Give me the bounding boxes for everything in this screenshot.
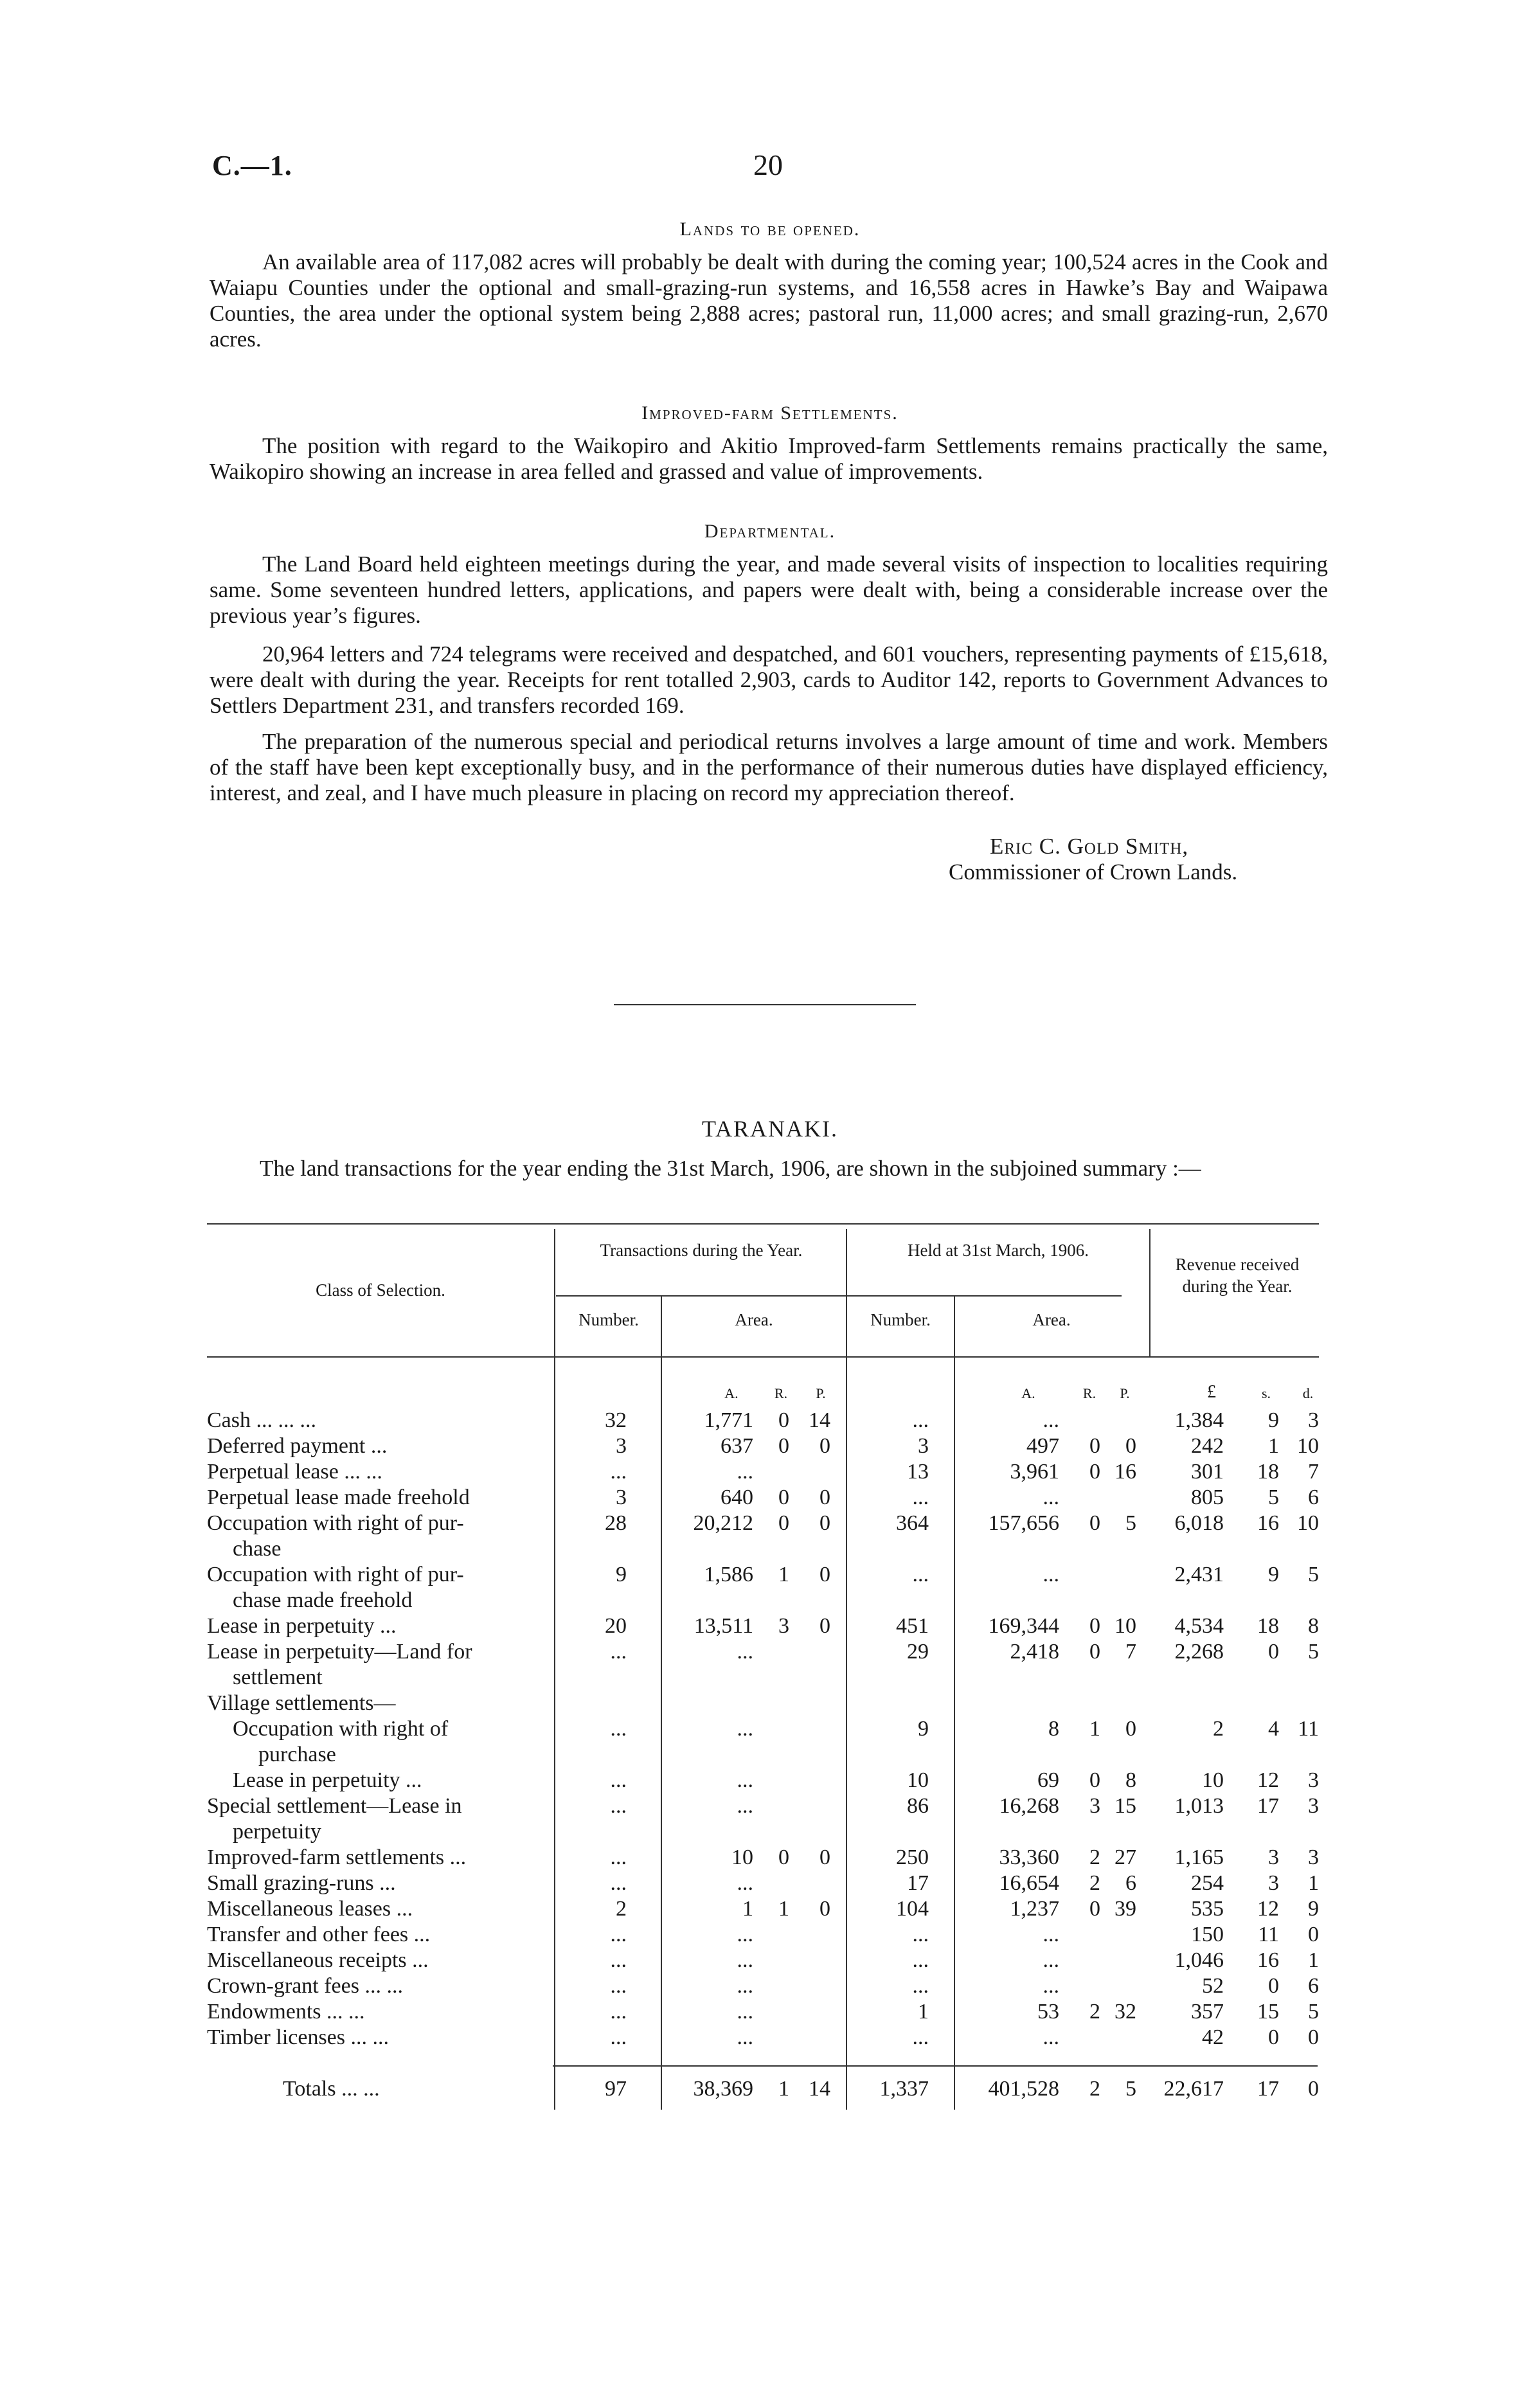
cell-rl: 301 [1191,1460,1224,1484]
cell-rs: 11 [1258,1923,1279,1946]
unit-held-acres: A. [1021,1385,1035,1401]
cell-hr: 0 [1089,1768,1100,1792]
cell-ta: ... [737,1768,753,1792]
header-trans-number: Number. [578,1310,639,1329]
row-label: Small grazing-runs ... [207,1871,396,1895]
cell-rd: 5 [1308,1563,1319,1586]
cell-ta: 1,586 [704,1563,753,1586]
cell-tn: ... [610,1640,627,1664]
cell-rs: 0 [1268,1640,1279,1664]
cell-tp: 0 [819,1845,830,1869]
cell-tp: 14 [809,1408,830,1432]
taranaki-title: TARANAKI. [701,1116,839,1142]
unit-pounds: £ [1207,1382,1216,1402]
cell-ta: ... [737,1794,753,1818]
row-label: Lease in perpetuity—Land for [207,1640,472,1664]
cell-tn: 3 [616,1434,627,1458]
cell-rd: 10 [1297,1511,1319,1535]
cell-tp: 0 [819,1563,830,1586]
header-held: Held at 31st March, 1906. [908,1241,1089,1260]
row-label: Miscellaneous leases ... [207,1897,413,1921]
row-label: Miscellaneous receipts ... [207,1948,429,1972]
cell-ta: ... [737,1948,753,1972]
cell-rl: 1,013 [1174,1794,1224,1818]
cell-rl: 1,384 [1174,1408,1224,1432]
unit-pence: d. [1302,1385,1314,1401]
cell-ha: ... [1043,1974,1059,1998]
row-label-continued: chase [233,1537,282,1561]
cell-rd: 5 [1308,1640,1319,1664]
cell-hp: 16 [1115,1460,1136,1484]
total-hp: 5 [1125,2077,1136,2101]
cell-tn: 3 [616,1486,627,1509]
cell-rs: 16 [1257,1948,1279,1972]
unit-trans-acres: A. [724,1385,739,1401]
cell-ha: 53 [1037,2000,1059,2024]
cell-hn: 1 [918,2000,929,2024]
cell-rl: 6,018 [1174,1511,1224,1535]
row-label: Occupation with right of pur- [207,1511,464,1535]
cell-rl: 357 [1191,2000,1224,2024]
cell-hn: ... [912,1923,929,1946]
cell-ta: 1,771 [704,1408,753,1432]
cell-tp: 0 [819,1486,830,1509]
cell-hn: 17 [907,1871,929,1895]
cell-hn: 86 [907,1794,929,1818]
cell-hr: 0 [1089,1614,1100,1638]
cell-rd: 3 [1308,1768,1319,1792]
cell-hr: 0 [1089,1640,1100,1664]
cell-hp: 6 [1125,1871,1136,1895]
table-vrule-5 [1149,1229,1151,1358]
cell-ta: 20,212 [693,1511,753,1535]
cell-tr: 3 [778,1614,789,1638]
total-tp: 14 [809,2077,830,2101]
cell-hr: 0 [1089,1897,1100,1921]
cell-rd: 6 [1308,1974,1319,1998]
row-label-continued: settlement [233,1665,323,1689]
cell-tr: 0 [778,1486,789,1509]
cell-hr: 2 [1089,1845,1100,1869]
cell-tn: ... [610,1717,627,1741]
cell-hn: ... [912,1486,929,1509]
cell-hr: 0 [1089,1511,1100,1535]
cell-hn: 13 [907,1460,929,1484]
table-subheader-rule [556,1295,1122,1297]
cell-rs: 9 [1268,1408,1279,1432]
cell-rl: 52 [1202,1974,1224,1998]
row-label: Improved-farm settlements ... [207,1845,467,1869]
cell-ta: ... [737,1974,753,1998]
cell-ta: ... [737,2000,753,2024]
cell-hn: 451 [896,1614,929,1638]
cell-ha: 2,418 [1010,1640,1059,1664]
cell-tn: ... [610,1460,627,1484]
total-tn: 97 [605,2077,627,2101]
cell-rd: 0 [1308,2025,1319,2049]
cell-rs: 3 [1268,1845,1279,1869]
cell-hn: ... [912,1563,929,1586]
cell-rd: 9 [1308,1897,1319,1921]
header-class-of-selection: Class of Selection. [316,1280,445,1300]
cell-ta: ... [737,1640,753,1664]
cell-rd: 8 [1308,1614,1319,1638]
unit-held-perches: P. [1120,1385,1130,1401]
cell-hn: 29 [907,1640,929,1664]
header-held-area: Area. [1032,1310,1071,1329]
cell-rl: 254 [1191,1871,1224,1895]
cell-tr: 0 [778,1408,789,1432]
cell-rl: 805 [1191,1486,1224,1509]
cell-rl: 42 [1202,2025,1224,2049]
row-label: Timber licenses ... ... [207,2025,389,2049]
row-label: Deferred payment ... [207,1434,388,1458]
row-label: Perpetual lease made freehold [207,1486,470,1509]
cell-tr: 0 [778,1511,789,1535]
section-divider [614,1004,916,1005]
cell-hp: 5 [1125,1511,1136,1535]
cell-rs: 4 [1268,1717,1279,1741]
cell-rl: 2 [1213,1717,1224,1741]
cell-rd: 3 [1308,1408,1319,1432]
cell-ha: 169,344 [988,1614,1059,1638]
cell-ta: 10 [731,1845,753,1869]
cell-rs: 15 [1257,2000,1279,2024]
cell-tn: ... [610,1794,627,1818]
row-label: Endowments ... ... [207,2000,365,2024]
taranaki-intro: The land transactions for the year ending the 31st March, 1906, are shown in the subjoined summary :— [260,1156,1201,1181]
cell-tr: 0 [778,1845,789,1869]
cell-tr: 0 [778,1434,789,1458]
row-label-continued: perpetuity [233,1820,321,1844]
signatory-name: Eric C. Gold Smith, [990,834,1189,859]
row-label: Crown-grant fees ... ... [207,1974,403,1998]
row-label: Occupation with right of pur- [207,1563,464,1586]
cell-rd: 6 [1308,1486,1319,1509]
cell-tn: ... [610,1768,627,1792]
cell-tn: 32 [605,1408,627,1432]
unit-held-roods: R. [1082,1385,1097,1401]
cell-hp: 15 [1115,1794,1136,1818]
cell-rl: 150 [1191,1923,1224,1946]
cell-rd: 3 [1308,1845,1319,1869]
cell-rs: 9 [1268,1563,1279,1586]
cell-ta: ... [737,1460,753,1484]
cell-rs: 18 [1257,1614,1279,1638]
cell-ha: 3,961 [1010,1460,1059,1484]
document-reference: C.—1. [212,150,292,181]
total-ha: 401,528 [988,2077,1059,2101]
cell-tn: ... [610,1948,627,1972]
cell-rs: 5 [1268,1486,1279,1509]
cell-rl: 2,268 [1174,1640,1224,1664]
cell-rs: 12 [1257,1897,1279,1921]
row-label: Special settlement—Lease in [207,1794,462,1818]
paragraph-lands: An available area of 117,082 acres will probably be dealt with during the coming year; 100,524 acres in the Cook and Waiapu Counties under the optional and small-grazing-run systems, and 16,558 acres in Hawke’s Bay and Waipawa Counties, the area under the optional system being 2,888 acres; pastoral run, 11,000 acres; and small grazing-run, 2,670 acres. [210,249,1328,352]
cell-ha: 33,360 [999,1845,1059,1869]
cell-tn: ... [610,1871,627,1895]
cell-tp: 0 [819,1614,830,1638]
unit-shillings: s. [1261,1385,1271,1401]
total-tr: 1 [778,2077,789,2101]
cell-rd: 10 [1297,1434,1319,1458]
cell-ta: ... [737,2025,753,2049]
cell-ta: ... [737,1717,753,1741]
cell-rd: 0 [1308,1923,1319,1946]
cell-ha: ... [1043,1923,1059,1946]
header-revenue: Revenue received during the Year. [1175,1255,1300,1296]
row-label: Perpetual lease ... ... [207,1460,382,1484]
cell-rs: 18 [1257,1460,1279,1484]
cell-rs: 12 [1257,1768,1279,1792]
cell-hp: 27 [1115,1845,1136,1869]
cell-hn: 9 [918,1717,929,1741]
total-ta: 38,369 [693,2077,753,2101]
row-label-continued: purchase [258,1743,336,1766]
cell-ta: 640 [721,1486,753,1509]
cell-ha: ... [1043,1486,1059,1509]
cell-ta: ... [737,1923,753,1946]
cell-ha: ... [1043,1948,1059,1972]
cell-hp: 10 [1115,1614,1136,1638]
cell-rd: 3 [1308,1794,1319,1818]
cell-tn: ... [610,1923,627,1946]
cell-ha: 1,237 [1010,1897,1059,1921]
section-heading-lands: Lands to be opened. [679,219,861,240]
cell-hn: ... [912,1974,929,1998]
cell-hn: ... [912,1408,929,1432]
cell-rs: 17 [1257,1794,1279,1818]
cell-hp: 32 [1115,2000,1136,2024]
cell-hn: ... [912,1948,929,1972]
cell-hp: 39 [1115,1897,1136,1921]
cell-rd: 11 [1298,1717,1319,1741]
cell-rl: 1,165 [1174,1845,1224,1869]
cell-ta: 637 [721,1434,753,1458]
cell-rl: 2,431 [1174,1563,1224,1586]
total-rs: 17 [1257,2077,1279,2101]
cell-hr: 0 [1089,1434,1100,1458]
cell-tp: 0 [819,1434,830,1458]
signature-block [949,834,1238,885]
cell-hp: 7 [1125,1640,1136,1664]
paragraph-departmental-1: The Land Board held eighteen meetings during the year, and made several visits of inspection to localities requiring same. Some seventeen hundred letters, applications, and papers were dealt with, being a considerable increase over the previous year’s figures. [210,552,1328,628]
cell-hr: 2 [1089,1871,1100,1895]
cell-ta: ... [737,1871,753,1895]
cell-tn: 9 [616,1563,627,1586]
table-totals-rule [553,2065,1318,2067]
cell-rl: 242 [1191,1434,1224,1458]
cell-tn: ... [610,1974,627,1998]
total-hn: 1,337 [879,2077,929,2101]
cell-rd: 7 [1308,1460,1319,1484]
cell-ta: 13,511 [694,1614,753,1638]
header-transactions: Transactions during the Year. [600,1241,803,1260]
table-header-bottom-rule [207,1356,1319,1358]
cell-rl: 4,534 [1174,1614,1224,1638]
cell-rs: 0 [1268,1974,1279,1998]
cell-ta: 1 [742,1897,753,1921]
paragraph-improved-farm: The position with regard to the Waikopiro and Akitio Improved-farm Settlements remains practically the same, Waikopiro showing an increase in area felled and grassed and value of improvements. [210,433,1328,484]
unit-trans-roods: R. [774,1385,788,1401]
totals-label: Totals ... ... [283,2077,380,2101]
cell-hr: 2 [1089,2000,1100,2024]
page-number: 20 [753,148,783,181]
cell-ha: 157,656 [988,1511,1059,1535]
cell-hn: 250 [896,1845,929,1869]
cell-ha: 16,268 [999,1794,1059,1818]
cell-hn: 104 [896,1897,929,1921]
cell-tn: ... [610,2025,627,2049]
total-rl: 22,617 [1163,2077,1224,2101]
cell-tr: 1 [778,1563,789,1586]
cell-rl: 1,046 [1174,1948,1224,1972]
cell-tn: ... [610,1845,627,1869]
cell-hp: 0 [1125,1434,1136,1458]
cell-ha: 69 [1037,1768,1059,1792]
row-label: Transfer and other fees ... [207,1923,431,1946]
cell-tn: ... [610,2000,627,2024]
cell-ha: 16,654 [999,1871,1059,1895]
header-held-number: Number. [870,1310,931,1329]
cell-rs: 1 [1268,1434,1279,1458]
cell-ha: ... [1043,1563,1059,1586]
row-label: Cash ... ... ... [207,1408,316,1432]
table-top-rule [207,1223,1319,1225]
cell-rl: 10 [1202,1768,1224,1792]
header-trans-area: Area. [735,1310,773,1329]
row-label: Lease in perpetuity ... [207,1614,397,1638]
cell-rd: 5 [1308,2000,1319,2024]
paragraph-departmental-2: 20,964 letters and 724 telegrams were received and despatched, and 601 vouchers, representing payments of £15,618, were dealt with during the year. Receipts for rent totalled 2,903, cards to Auditor 142, reports to Government Advances to Settlers Department 231, and transfers recorded 169. [210,642,1328,718]
cell-hn: ... [912,2025,929,2049]
cell-hr: 0 [1089,1460,1100,1484]
signatory-title: Commissioner of Crown Lands. [949,859,1238,884]
cell-rd: 1 [1308,1871,1319,1895]
row-label: Village settlements— [207,1691,396,1715]
cell-ha: 497 [1026,1434,1059,1458]
cell-rl: 535 [1191,1897,1224,1921]
cell-hn: 3 [918,1434,929,1458]
cell-hr: 1 [1089,1717,1100,1741]
cell-rs: 0 [1268,2025,1279,2049]
cell-tn: 28 [605,1511,627,1535]
row-label: Lease in perpetuity ... [233,1768,422,1792]
cell-hp: 0 [1125,1717,1136,1741]
cell-tp: 0 [819,1511,830,1535]
cell-hn: 364 [896,1511,929,1535]
row-label: Occupation with right of [233,1717,449,1741]
cell-hr: 3 [1089,1794,1100,1818]
cell-tn: 2 [616,1897,627,1921]
cell-ha: ... [1043,1408,1059,1432]
cell-hp: 8 [1125,1768,1136,1792]
cell-tp: 0 [819,1897,830,1921]
cell-rd: 1 [1308,1948,1319,1972]
section-heading-improved-farm: Improved-farm Settlements. [641,402,899,424]
paragraph-departmental-3: The preparation of the numerous special and periodical returns involves a large amount of time and work. Members of the staff have been kept exceptionally busy, and in the performance of their numerous duties have displayed efficiency, interest, and zeal, and I have much pleasure in placing on record my appreciation thereof. [210,729,1328,805]
total-hr: 2 [1089,2077,1100,2101]
section-heading-departmental: Departmental. [704,521,836,542]
total-rd: 0 [1308,2077,1319,2101]
row-label-continued: chase made freehold [233,1588,413,1612]
cell-hn: 10 [907,1768,929,1792]
cell-ha: 8 [1048,1717,1059,1741]
cell-tn: 20 [605,1614,627,1638]
cell-rs: 3 [1268,1871,1279,1895]
cell-ha: ... [1043,2025,1059,2049]
cell-tr: 1 [778,1897,789,1921]
unit-trans-perches: P. [816,1385,826,1401]
cell-rs: 16 [1257,1511,1279,1535]
